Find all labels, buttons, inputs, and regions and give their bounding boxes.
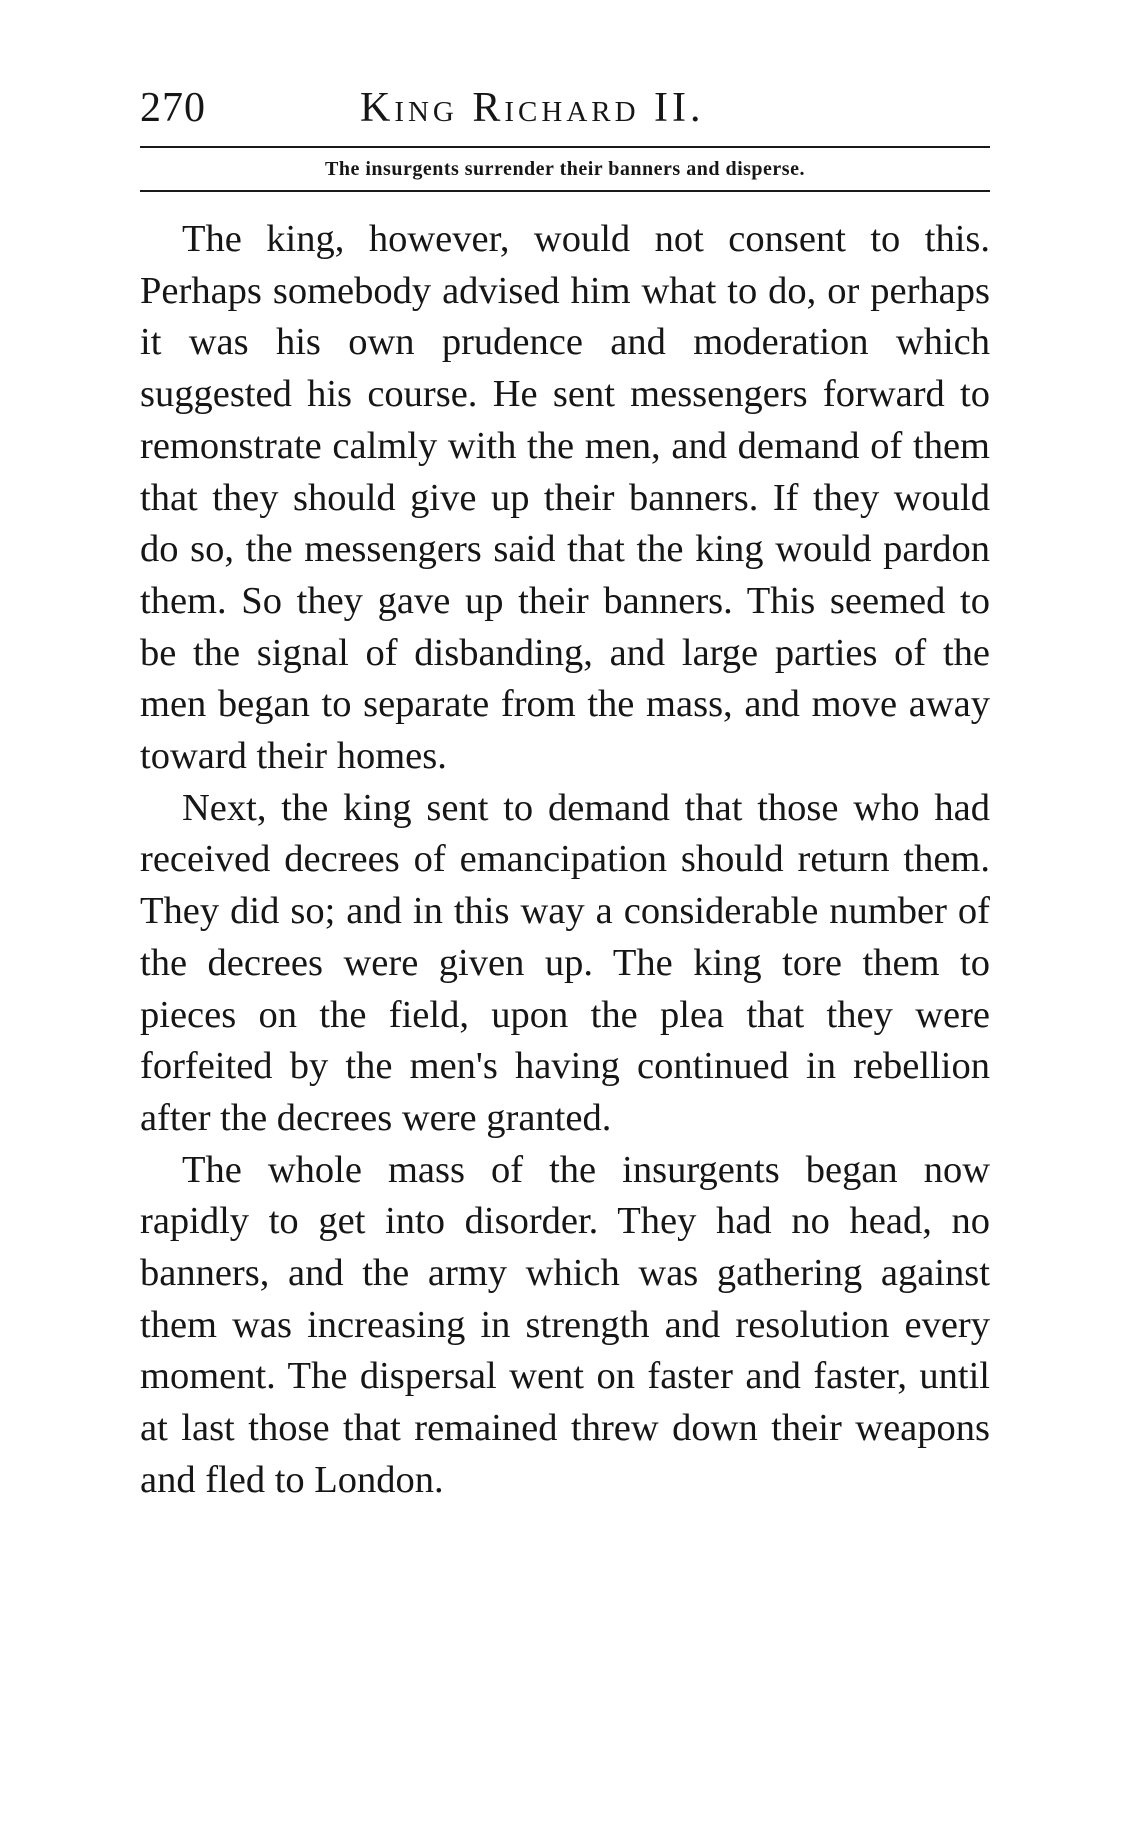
paragraph: Next, the king sent to demand that those who had received decrees of emancipation should return them. They did so; and in this way a considerable number of the decrees were given up. The king tore them to pieces on the field, upon the plea that they were forfeited by the men's having continued in rebellion after the decrees were granted.	[140, 786, 990, 1139]
running-title: King Richard II.	[360, 85, 705, 131]
body-text	[140, 214, 990, 1507]
page-number: 270	[140, 85, 206, 131]
paragraph: The king, however, would not consent to this. Perhaps somebody advised him what to do, or perhaps it was his own prudence and moderation which suggested his course. He sent messengers forward to remonstrate calmly with the men, and demand of them that they should give up their banners. If they would do so, the messengers said that the king would pardon them. So they gave up their banners. This seemed to be the signal of disbanding, and large parties of the men began to separate from the mass, and move away toward their homes.	[140, 218, 990, 778]
chapter-subheading: The insurgents surrender their banners and disperse.	[325, 158, 805, 180]
header-rule-top	[140, 146, 990, 148]
paragraph: The whole mass of the insurgents began now rapidly to get into disorder. They had no head, no banners, and the army which was gathering against them was increasing in strength and resolution every moment. The dispersal went on faster and faster, until at last those that remained threw down their weapons and fled to London.	[140, 1148, 990, 1501]
running-head	[140, 80, 990, 136]
header-rule-bottom	[140, 190, 990, 192]
